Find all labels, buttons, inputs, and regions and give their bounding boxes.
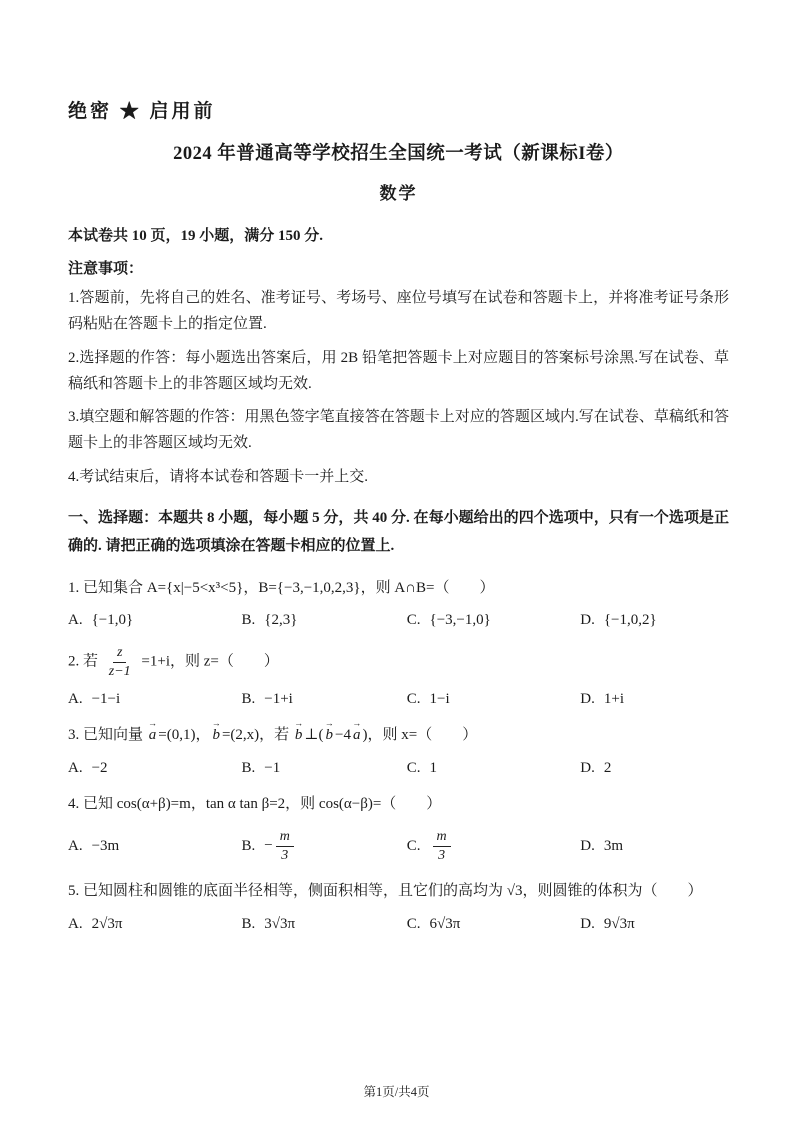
question-3-options xyxy=(68,760,729,777)
option-label: D. xyxy=(580,691,595,708)
option-value: 3√3π xyxy=(264,915,296,932)
question-1 xyxy=(68,576,729,630)
question-3-text: =(0,1)， xyxy=(158,727,211,744)
option-value: {−1,0} xyxy=(91,612,134,629)
option-label: B. xyxy=(241,837,256,854)
question-1-options xyxy=(68,612,729,629)
question-5-text: 5. 已知圆柱和圆锥的底面半径相等，侧面积相等，且它们的高均为 √3，则圆锥的体积为（ ） xyxy=(68,883,703,900)
option-value: −1+i xyxy=(264,691,293,708)
option-value: −3m xyxy=(91,837,120,854)
fraction-denominator: 3 xyxy=(281,847,289,863)
option-label: C. xyxy=(406,837,421,854)
option-label: A. xyxy=(68,915,83,932)
notice-title: 注意事项： xyxy=(68,261,144,277)
paper-info: 本试卷共 10 页，19 小题，满分 150 分. xyxy=(68,228,324,244)
fraction xyxy=(433,828,451,864)
question-3-text: )，则 x=（ ） xyxy=(362,727,478,744)
question-1-stem xyxy=(68,576,729,602)
question-3 xyxy=(68,723,729,777)
option-value: {−1,0,2} xyxy=(603,612,657,629)
question-4 xyxy=(68,792,729,865)
question-2-option-b xyxy=(242,691,407,708)
fraction xyxy=(276,828,294,864)
exam-title: 2024 年普通高等学校招生全国统一考试（新课标I卷） xyxy=(173,144,624,164)
question-5 xyxy=(68,879,729,933)
question-5-option-a xyxy=(68,916,242,933)
question-5-stem xyxy=(68,879,729,905)
option-value: 1−i xyxy=(429,691,450,708)
vector-b: b → xyxy=(295,723,303,749)
question-3-text: 3. 已知向量 xyxy=(68,727,147,744)
question-3-option-b xyxy=(242,760,407,777)
notice-1: 1.答题前，先将自己的姓名、准考证号、考场号、座位号填写在试卷和答题卡上，并将准考证号条形码粘贴在答题卡上的指定位置. xyxy=(68,290,729,333)
subject-title: 数学 xyxy=(379,184,418,203)
question-4-option-d xyxy=(580,838,729,855)
option-value: {2,3} xyxy=(264,612,298,629)
question-3-stem xyxy=(68,723,729,749)
question-2-text-prefix: 2. 若 xyxy=(68,653,99,670)
fraction-denominator: z−1 xyxy=(108,663,131,679)
fraction xyxy=(105,644,135,680)
question-5-option-b xyxy=(242,916,407,933)
option-label: A. xyxy=(68,612,83,629)
option-label: C. xyxy=(406,759,421,776)
question-1-option-c xyxy=(407,612,581,629)
option-label: B. xyxy=(241,691,256,708)
vector-b: b → xyxy=(212,723,220,749)
option-label: B. xyxy=(241,612,256,629)
option-value: −1−i xyxy=(91,691,121,708)
question-2-text-suffix: =1+i，则 z=（ ） xyxy=(141,653,279,670)
question-2-option-c xyxy=(407,691,581,708)
question-2 xyxy=(68,644,729,708)
option-label: A. xyxy=(68,691,83,708)
option-label: D. xyxy=(580,915,595,932)
question-4-option-a xyxy=(68,838,242,855)
question-4-option-c xyxy=(407,828,581,864)
option-label: C. xyxy=(406,691,421,708)
security-header: 绝密 ★ 启用前 xyxy=(68,101,216,122)
option-label: A. xyxy=(68,837,83,854)
question-4-option-b xyxy=(242,828,407,864)
fraction-numerator: z xyxy=(113,644,126,663)
question-2-option-d xyxy=(580,691,729,708)
question-3-text: −4 xyxy=(335,727,351,744)
question-3-option-a xyxy=(68,760,242,777)
vector-a: a → xyxy=(149,723,157,749)
question-1-text: 1. 已知集合 A={x|−5<x³<5}，B={−3,−1,0,2,3}，则 A∩B=（ ） xyxy=(68,579,495,596)
question-5-option-c xyxy=(407,916,581,933)
option-label: B. xyxy=(241,915,256,932)
vector-a: a → xyxy=(353,723,361,749)
fraction-denominator: 3 xyxy=(438,847,446,863)
option-label: A. xyxy=(68,759,83,776)
notice-2: 2.选择题的作答：每小题选出答案后，用 2B 铅笔把答题卡上对应题目的答案标号涂黑.写在试卷、草稿纸和答题卡上的非答题区域均无效. xyxy=(68,349,729,392)
question-5-option-d xyxy=(580,916,729,933)
option-value: 6√3π xyxy=(429,915,461,932)
question-1-option-b xyxy=(242,612,407,629)
question-1-option-a xyxy=(68,612,242,629)
question-1-option-d xyxy=(580,612,729,629)
option-label: D. xyxy=(580,759,595,776)
vector-b: b → xyxy=(326,723,334,749)
option-value: 3m xyxy=(603,837,624,854)
option-label: B. xyxy=(241,759,256,776)
section-title: 一、选择题：本题共 8 小题，每小题 5 分，共 40 分. 在每小题给出的四个选项中，只有一个选项是正确的. 请把正确的选项填涂在答题卡相应的位置上. xyxy=(68,509,729,555)
option-label: D. xyxy=(580,837,595,854)
option-minus: − xyxy=(264,837,273,854)
question-3-text: =(2,x)，若 xyxy=(221,727,293,744)
notice-3: 3.填空题和解答题的作答：用黑色签字笔直接答在答题卡上对应的答题区域内.写在试卷、草稿纸和答题卡上的非答题区域均无效. xyxy=(68,409,729,452)
question-2-options xyxy=(68,691,729,708)
option-label: C. xyxy=(406,612,421,629)
question-4-options xyxy=(68,828,729,864)
option-label: D. xyxy=(580,612,595,629)
option-value: −2 xyxy=(91,759,108,776)
question-4-stem xyxy=(68,792,729,818)
fraction-numerator: m xyxy=(433,828,451,847)
question-5-options xyxy=(68,916,729,933)
option-value: 1+i xyxy=(603,691,624,708)
option-label: C. xyxy=(406,915,421,932)
question-2-option-a xyxy=(68,691,242,708)
page-number: 第1页/共4页 xyxy=(363,1085,430,1099)
option-value: 1 xyxy=(429,759,438,776)
option-value: 9√3π xyxy=(603,915,635,932)
fraction-numerator: m xyxy=(276,828,294,847)
question-4-text: 4. 已知 cos(α+β)=m，tan α tan β=2，则 cos(α−β)=（ ） xyxy=(68,795,442,812)
question-3-text: ⊥( xyxy=(304,727,324,744)
notice-4: 4.考试结束后，请将本试卷和答题卡一并上交. xyxy=(68,468,369,485)
question-3-option-c xyxy=(407,760,581,777)
question-2-stem xyxy=(68,644,729,680)
option-value: −1 xyxy=(264,759,281,776)
option-value: 2 xyxy=(603,759,612,776)
option-value: {−3,−1,0} xyxy=(429,612,491,629)
option-value: 2√3π xyxy=(91,915,123,932)
question-3-option-d xyxy=(580,760,729,777)
